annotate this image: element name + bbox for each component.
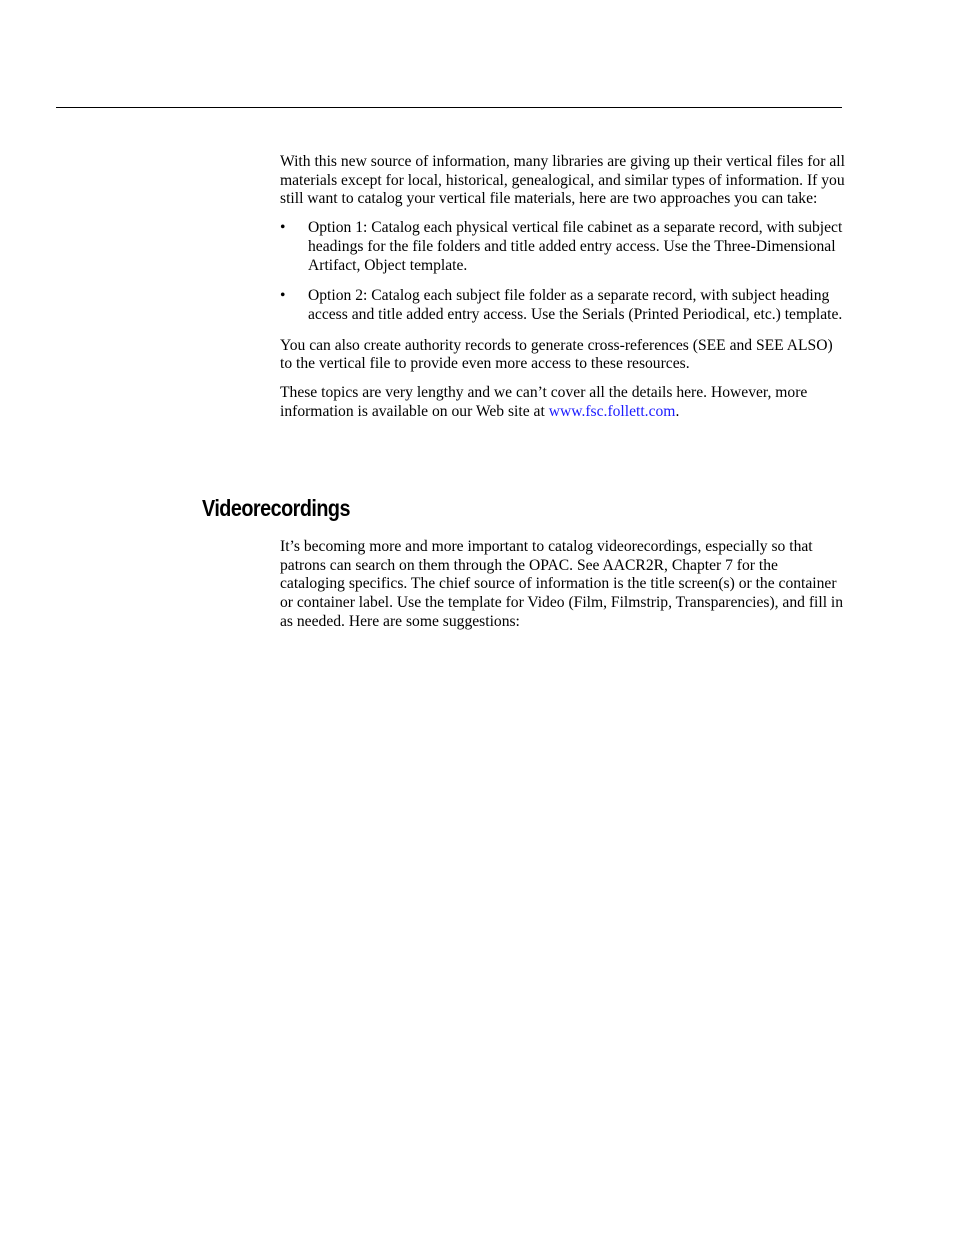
section-heading-videorecordings: Videorecordings: [202, 495, 350, 521]
list-item-option-2: [280, 287, 846, 324]
authority-paragraph: You can also create authority records to generate cross-references (SEE and SEE ALSO) to the vertical file to provide even more access to these resources.: [280, 336, 833, 373]
option-2-text: Option 2: Catalog each subject file folder as a separate record, with subject heading access and title added entry access. Use the Serials (Printed Periodical, etc.) template.: [308, 287, 843, 323]
vertical-file-section: [280, 153, 846, 431]
list-item-option-1: [280, 219, 846, 275]
videorecordings-paragraph: It’s becoming more and more important to catalog videorecordings, especially so that patrons can search on them through the OPAC. See AACR2R, Chapter 7 for the cataloging specifics. The chief source of information is the title screen(s) or the container or container label. Use the template for Video (Film, Filmstrip, Transparencies), and fill in as needed. Here are some suggestions:: [280, 538, 844, 630]
lengthy-text-end: .: [675, 402, 680, 420]
lengthy-paragraph: [280, 384, 846, 421]
lengthy-text: These topics are very lengthy and we can’t cover all the details here. However, more information is available on our Web site at: [280, 384, 808, 420]
header-rule: [56, 107, 842, 108]
option-list: [280, 219, 846, 325]
bullet-icon: •: [280, 219, 286, 237]
website-link[interactable]: www.fsc.follett.com: [548, 402, 676, 420]
intro-paragraph: With this new source of information, many libraries are giving up their vertical files for all materials except for local, historical, genealogical, and similar types of information. If you still want to catalog your vertical file materials, here are two approaches you can take:: [280, 153, 845, 208]
videorecordings-section: [280, 538, 846, 632]
bullet-icon: •: [280, 287, 286, 305]
option-1-text: Option 1: Catalog each physical vertical file cabinet as a separate record, with subject headings for the file folders and title added entry access. Use the Three-Dimensional Artifact, Object template.: [308, 219, 843, 274]
